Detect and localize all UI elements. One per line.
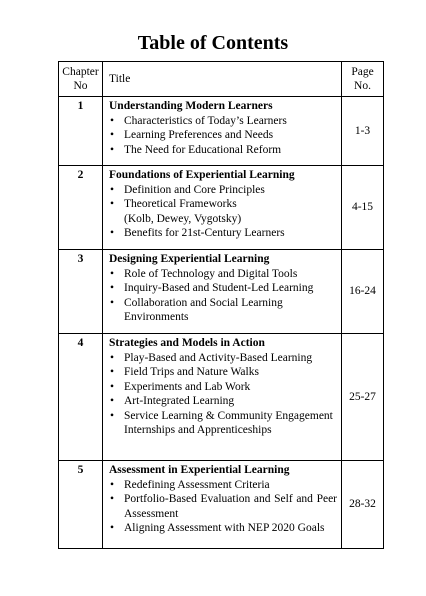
- topic-item: • Benefits for 21st-Century Learners: [110, 227, 285, 239]
- bullet-icon: •: [110, 395, 115, 407]
- chapter-number: 5: [59, 461, 103, 549]
- title-header: Title: [103, 62, 342, 97]
- chapter-content: [103, 97, 342, 166]
- chapter-no-header: Chapter No: [59, 62, 103, 97]
- chapter-title: Foundations of Experiential Learning: [109, 169, 295, 181]
- chapter-number: 2: [59, 166, 103, 250]
- topic-item: • The Need for Educational Reform: [110, 143, 282, 156]
- topic-item: • Learning Preferences and Needs: [110, 129, 274, 141]
- topic-item: • Aligning Assessment with NEP 2020 Goals: [110, 522, 325, 534]
- topic-item: • Art-Integrated Learning: [110, 395, 235, 407]
- bullet-icon: •: [110, 493, 115, 505]
- chapter-title: Strategies and Models in Action: [109, 337, 265, 349]
- bullet-icon: •: [110, 183, 115, 196]
- topic-item: • Theoretical Frameworks (Kolb, Dewey, Vygotsky): [110, 198, 242, 225]
- topic-item: • Characteristics of Today’s Learners: [110, 114, 287, 127]
- topic-list: [109, 478, 337, 536]
- page-range: 25-27: [342, 334, 384, 461]
- chapter-row: [59, 166, 384, 250]
- page-title: Table of Contents: [137, 32, 289, 54]
- page-range: 1-3: [342, 97, 384, 166]
- topic-item: • Service Learning & Community Engagement Internships and Apprenticeships: [110, 409, 333, 436]
- bullet-icon: •: [110, 366, 115, 378]
- chapter-row: [59, 250, 384, 334]
- bullet-icon: •: [110, 478, 115, 491]
- header-row: [59, 62, 384, 97]
- topic-item: • Field Trips and Nature Walks: [110, 366, 259, 378]
- bullet-icon: •: [110, 129, 115, 141]
- page-range: 16-24: [342, 250, 384, 334]
- chapter-title: Assessment in Experiential Learning: [109, 464, 290, 476]
- bullet-icon: •: [110, 380, 115, 393]
- topic-list: [109, 183, 337, 241]
- bullet-icon: •: [110, 227, 115, 239]
- chapter-number: 4: [59, 334, 103, 461]
- topic-item: • Definition and Core Principles: [110, 183, 265, 196]
- topic-item: • Inquiry-Based and Student-Led Learning: [110, 282, 314, 294]
- topic-item: • Experiments and Lab Work: [110, 380, 251, 393]
- topic-list: [109, 267, 337, 325]
- chapter-content: [103, 250, 342, 334]
- topic-list: [109, 114, 337, 158]
- topic-item: • Redefining Assessment Criteria: [110, 478, 270, 491]
- chapter-number: 3: [59, 250, 103, 334]
- topic-item: • Role of Technology and Digital Tools: [110, 267, 298, 280]
- bullet-icon: •: [110, 409, 115, 422]
- bullet-icon: •: [110, 198, 115, 210]
- chapter-title: Understanding Modern Learners: [109, 100, 273, 112]
- topic-item: • Collaboration and Social Learning Environments: [110, 296, 283, 323]
- topic-list: [109, 351, 337, 438]
- chapter-row: [59, 97, 384, 166]
- bullet-icon: •: [110, 296, 115, 309]
- bullet-icon: •: [110, 351, 115, 364]
- chapter-row: [59, 461, 384, 549]
- page-no-header: Page No.: [342, 62, 384, 97]
- chapter-content: [103, 334, 342, 461]
- bullet-icon: •: [110, 522, 115, 534]
- toc-table: [58, 61, 384, 549]
- chapter-content: [103, 166, 342, 250]
- chapter-row: [59, 334, 384, 461]
- bullet-icon: •: [110, 143, 115, 156]
- topic-note: (Kolb, Dewey, Vygotsky): [124, 212, 242, 225]
- chapter-title: Designing Experiential Learning: [109, 253, 270, 265]
- bullet-icon: •: [110, 267, 115, 280]
- chapter-number: 1: [59, 97, 103, 166]
- bullet-icon: •: [110, 114, 115, 127]
- topic-item: • Play-Based and Activity-Based Learning: [110, 351, 313, 364]
- bullet-icon: •: [110, 282, 115, 294]
- topic-item: • Portfolio-Based Evaluation and Self and Peer Assessment: [110, 493, 337, 520]
- chapter-content: [103, 461, 342, 549]
- page-range: 4-15: [342, 166, 384, 250]
- page-range: 28-32: [342, 461, 384, 549]
